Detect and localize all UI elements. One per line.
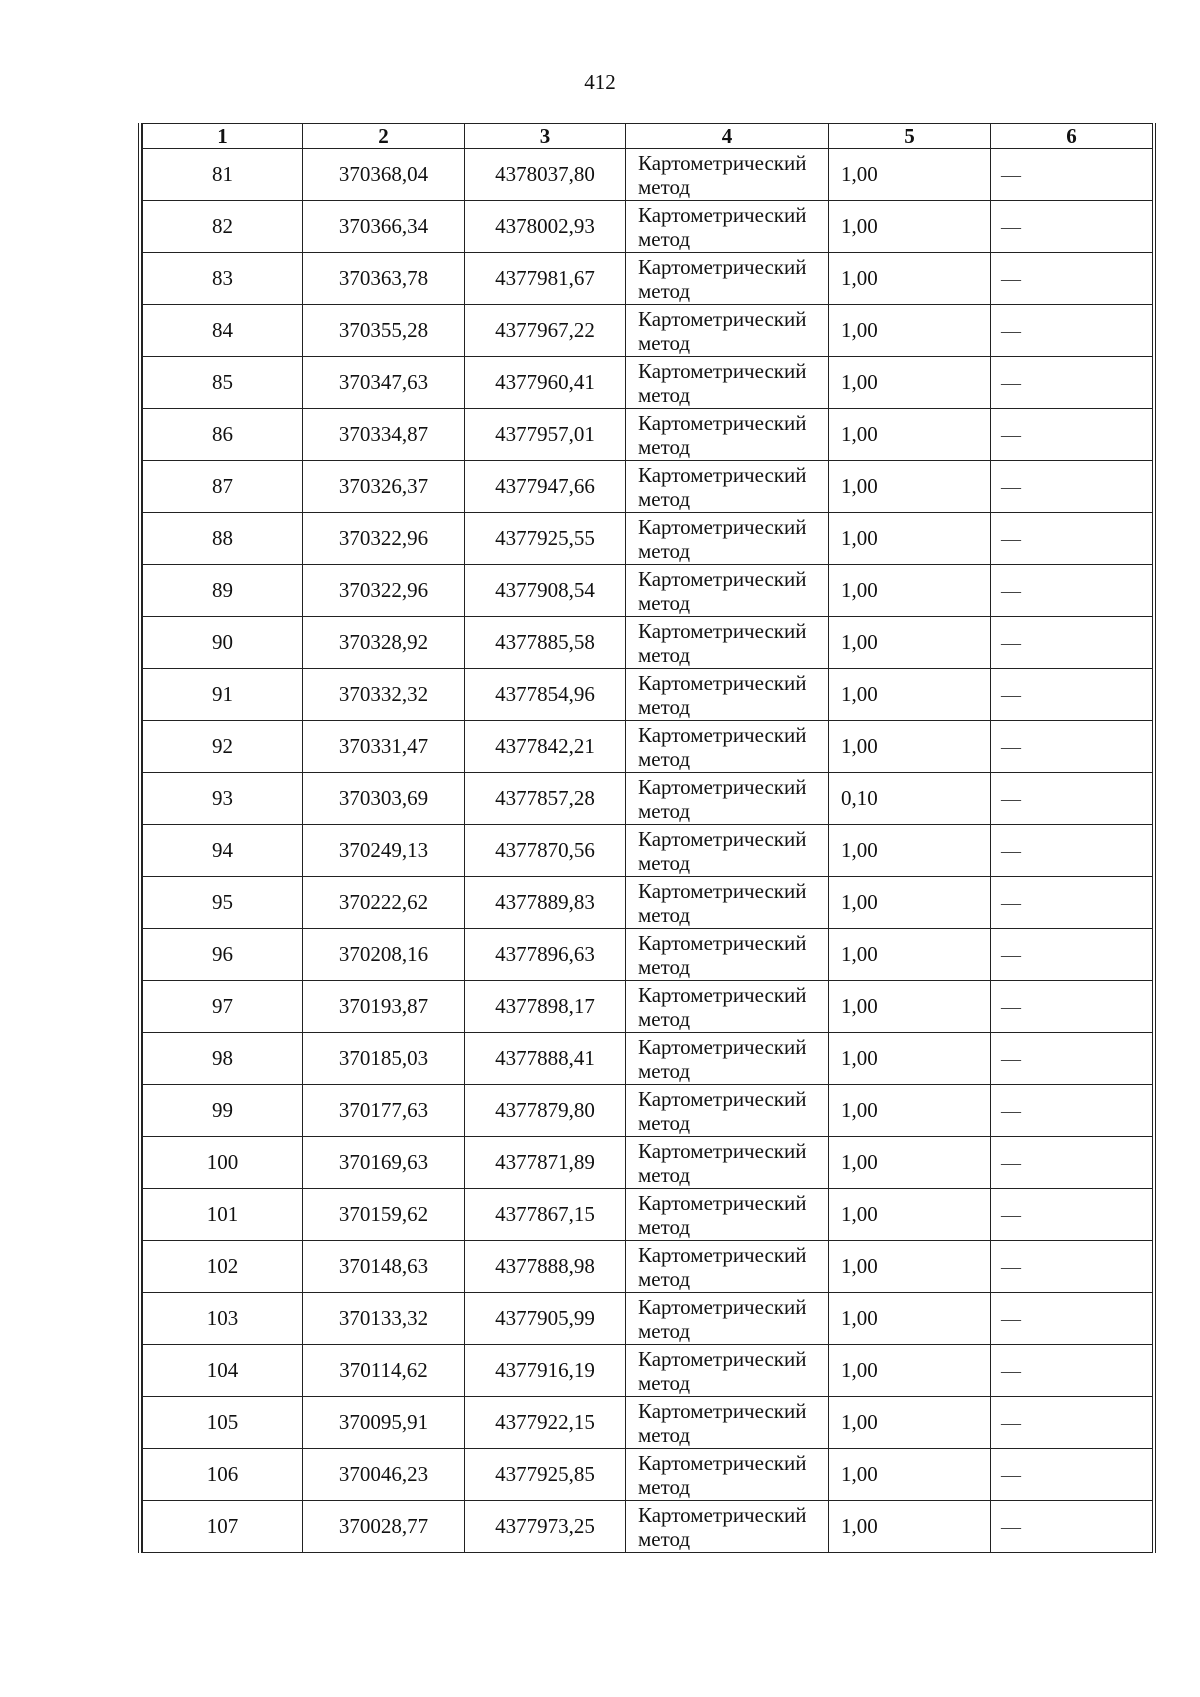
method-line-1: Картометрический [638, 254, 807, 279]
point-number-cell: 86 [143, 409, 303, 461]
y-coordinate-cell: 4377916,19 [465, 1345, 626, 1397]
method-cell [626, 305, 829, 357]
method-line-2: метод [638, 1266, 691, 1291]
point-number-cell: 99 [143, 1085, 303, 1137]
table-row [143, 305, 1153, 357]
table-row [143, 461, 1153, 513]
y-coordinate-cell: 4377879,80 [465, 1085, 626, 1137]
method-cell [626, 1189, 829, 1241]
method-line-1: Картометрический [638, 1242, 807, 1267]
note-cell [991, 1189, 1153, 1241]
method-cell [626, 565, 829, 617]
note-cell [991, 357, 1153, 409]
method-cell [626, 461, 829, 513]
method-line-1: Картометрический [638, 1398, 807, 1423]
accuracy-cell: 0,10 [829, 773, 991, 825]
method-line-2: метод [638, 590, 691, 615]
x-coordinate-cell: 370366,34 [303, 201, 465, 253]
method-cell [626, 721, 829, 773]
note-cell [991, 305, 1153, 357]
method-cell [626, 669, 829, 721]
method-cell [626, 201, 829, 253]
note-cell [991, 721, 1153, 773]
method-cell [626, 825, 829, 877]
x-coordinate-cell: 370095,91 [303, 1397, 465, 1449]
y-coordinate-cell: 4377947,66 [465, 461, 626, 513]
accuracy-cell: 1,00 [829, 253, 991, 305]
x-coordinate-cell: 370303,69 [303, 773, 465, 825]
x-coordinate-cell: 370185,03 [303, 1033, 465, 1085]
note-cell [991, 1137, 1153, 1189]
header-cell-1: 1 [143, 124, 303, 149]
method-cell [626, 981, 829, 1033]
method-line-2: метод [638, 226, 691, 251]
accuracy-cell: 1,00 [829, 1449, 991, 1501]
method-line-1: Картометрический [638, 462, 807, 487]
point-number-cell: 98 [143, 1033, 303, 1085]
point-number-cell: 93 [143, 773, 303, 825]
method-line-1: Картометрический [638, 1034, 807, 1059]
accuracy-cell: 1,00 [829, 1085, 991, 1137]
note-cell [991, 1501, 1153, 1553]
point-number-cell: 85 [143, 357, 303, 409]
method-cell [626, 1397, 829, 1449]
table-row [143, 357, 1153, 409]
table-row [143, 1397, 1153, 1449]
method-line-1: Картометрический [638, 982, 807, 1007]
coordinates-table-wrapper [138, 123, 1156, 1553]
note-cell [991, 617, 1153, 669]
method-line-1: Картометрический [638, 1086, 807, 1111]
x-coordinate-cell: 370368,04 [303, 149, 465, 201]
method-line-1: Картометрический [638, 722, 807, 747]
x-coordinate-cell: 370208,16 [303, 929, 465, 981]
method-line-2: метод [638, 746, 691, 771]
table-row [143, 1241, 1153, 1293]
x-coordinate-cell: 370222,62 [303, 877, 465, 929]
point-number-cell: 100 [143, 1137, 303, 1189]
accuracy-cell: 1,00 [829, 357, 991, 409]
method-line-1: Картометрический [638, 774, 807, 799]
y-coordinate-cell: 4377896,63 [465, 929, 626, 981]
point-number-cell: 88 [143, 513, 303, 565]
note-cell [991, 1449, 1153, 1501]
method-line-2: метод [638, 694, 691, 719]
table-row [143, 721, 1153, 773]
accuracy-cell: 1,00 [829, 461, 991, 513]
y-coordinate-cell: 4377905,99 [465, 1293, 626, 1345]
table-row [143, 1137, 1153, 1189]
point-number-cell: 96 [143, 929, 303, 981]
method-line-2: метод [638, 954, 691, 979]
point-number-cell: 101 [143, 1189, 303, 1241]
x-coordinate-cell: 370326,37 [303, 461, 465, 513]
method-line-2: метод [638, 1110, 691, 1135]
method-cell [626, 877, 829, 929]
table-row [143, 409, 1153, 461]
method-line-1: Картометрический [638, 1346, 807, 1371]
accuracy-cell: 1,00 [829, 1137, 991, 1189]
point-number-cell: 82 [143, 201, 303, 253]
point-number-cell: 102 [143, 1241, 303, 1293]
x-coordinate-cell: 370046,23 [303, 1449, 465, 1501]
method-cell [626, 149, 829, 201]
coordinates-table [142, 123, 1153, 1553]
method-line-1: Картометрический [638, 1450, 807, 1475]
note-dash: — [1001, 1100, 1021, 1123]
x-coordinate-cell: 370355,28 [303, 305, 465, 357]
x-coordinate-cell: 370332,32 [303, 669, 465, 721]
method-cell [626, 409, 829, 461]
note-cell [991, 773, 1153, 825]
x-coordinate-cell: 370169,63 [303, 1137, 465, 1189]
table-row [143, 513, 1153, 565]
note-cell [991, 253, 1153, 305]
note-cell [991, 461, 1153, 513]
y-coordinate-cell: 4377870,56 [465, 825, 626, 877]
point-number-cell: 94 [143, 825, 303, 877]
note-dash: — [1001, 1256, 1021, 1279]
point-number-cell: 90 [143, 617, 303, 669]
note-dash: — [1001, 1360, 1021, 1383]
method-line-2: метод [638, 1422, 691, 1447]
method-line-2: метод [638, 434, 691, 459]
method-line-1: Картометрический [638, 1502, 807, 1527]
note-dash: — [1001, 632, 1021, 655]
y-coordinate-cell: 4377967,22 [465, 305, 626, 357]
note-cell [991, 1397, 1153, 1449]
method-line-2: метод [638, 278, 691, 303]
header-cell-4: 4 [626, 124, 829, 149]
method-line-2: метод [638, 850, 691, 875]
point-number-cell: 106 [143, 1449, 303, 1501]
y-coordinate-cell: 4377867,15 [465, 1189, 626, 1241]
note-dash: — [1001, 1048, 1021, 1071]
accuracy-cell: 1,00 [829, 201, 991, 253]
x-coordinate-cell: 370334,87 [303, 409, 465, 461]
method-line-1: Картометрический [638, 1294, 807, 1319]
y-coordinate-cell: 4377925,85 [465, 1449, 626, 1501]
note-dash: — [1001, 580, 1021, 603]
x-coordinate-cell: 370133,32 [303, 1293, 465, 1345]
x-coordinate-cell: 370331,47 [303, 721, 465, 773]
accuracy-cell: 1,00 [829, 669, 991, 721]
note-dash: — [1001, 372, 1021, 395]
accuracy-cell: 1,00 [829, 825, 991, 877]
note-dash: — [1001, 1464, 1021, 1487]
y-coordinate-cell: 4377957,01 [465, 409, 626, 461]
point-number-cell: 104 [143, 1345, 303, 1397]
accuracy-cell: 1,00 [829, 149, 991, 201]
note-dash: — [1001, 1152, 1021, 1175]
y-coordinate-cell: 4377871,89 [465, 1137, 626, 1189]
point-number-cell: 81 [143, 149, 303, 201]
point-number-cell: 107 [143, 1501, 303, 1553]
note-cell [991, 825, 1153, 877]
note-dash: — [1001, 164, 1021, 187]
y-coordinate-cell: 4377885,58 [465, 617, 626, 669]
point-number-cell: 83 [143, 253, 303, 305]
note-cell [991, 669, 1153, 721]
method-line-2: метод [638, 1058, 691, 1083]
header-cell-5: 5 [829, 124, 991, 149]
table-row [143, 1501, 1153, 1553]
method-line-1: Картометрический [638, 306, 807, 331]
table-row [143, 929, 1153, 981]
note-dash: — [1001, 996, 1021, 1019]
y-coordinate-cell: 4377908,54 [465, 565, 626, 617]
table-row [143, 1293, 1153, 1345]
method-line-2: метод [638, 1214, 691, 1239]
method-line-2: метод [638, 1370, 691, 1395]
method-cell [626, 1501, 829, 1553]
note-dash: — [1001, 840, 1021, 863]
point-number-cell: 105 [143, 1397, 303, 1449]
note-dash: — [1001, 944, 1021, 967]
method-cell [626, 617, 829, 669]
x-coordinate-cell: 370028,77 [303, 1501, 465, 1553]
method-line-1: Картометрический [638, 930, 807, 955]
method-line-2: метод [638, 1162, 691, 1187]
method-cell [626, 513, 829, 565]
accuracy-cell: 1,00 [829, 513, 991, 565]
method-line-2: метод [638, 798, 691, 823]
note-dash: — [1001, 268, 1021, 291]
y-coordinate-cell: 4378037,80 [465, 149, 626, 201]
method-line-1: Картометрический [638, 618, 807, 643]
method-line-2: метод [638, 382, 691, 407]
method-line-2: метод [638, 1526, 691, 1551]
note-dash: — [1001, 1412, 1021, 1435]
header-cell-2: 2 [303, 124, 465, 149]
table-body [143, 149, 1153, 1553]
table-row [143, 565, 1153, 617]
accuracy-cell: 1,00 [829, 617, 991, 669]
y-coordinate-cell: 4377889,83 [465, 877, 626, 929]
method-line-1: Картометрический [638, 670, 807, 695]
point-number-cell: 87 [143, 461, 303, 513]
header-cell-3: 3 [465, 124, 626, 149]
method-line-2: метод [638, 902, 691, 927]
method-cell [626, 929, 829, 981]
method-line-2: метод [638, 486, 691, 511]
method-line-1: Картометрический [638, 878, 807, 903]
note-cell [991, 877, 1153, 929]
note-dash: — [1001, 320, 1021, 343]
table-row [143, 1449, 1153, 1501]
method-line-1: Картометрический [638, 1190, 807, 1215]
y-coordinate-cell: 4377960,41 [465, 357, 626, 409]
note-cell [991, 1085, 1153, 1137]
accuracy-cell: 1,00 [829, 1033, 991, 1085]
y-coordinate-cell: 4377973,25 [465, 1501, 626, 1553]
note-cell [991, 409, 1153, 461]
note-dash: — [1001, 1516, 1021, 1539]
x-coordinate-cell: 370148,63 [303, 1241, 465, 1293]
x-coordinate-cell: 370322,96 [303, 565, 465, 617]
method-line-2: метод [638, 1006, 691, 1031]
point-number-cell: 84 [143, 305, 303, 357]
x-coordinate-cell: 370159,62 [303, 1189, 465, 1241]
point-number-cell: 89 [143, 565, 303, 617]
method-cell [626, 1293, 829, 1345]
y-coordinate-cell: 4377888,98 [465, 1241, 626, 1293]
point-number-cell: 95 [143, 877, 303, 929]
accuracy-cell: 1,00 [829, 1189, 991, 1241]
note-dash: — [1001, 216, 1021, 239]
x-coordinate-cell: 370177,63 [303, 1085, 465, 1137]
table-row [143, 877, 1153, 929]
table-row [143, 669, 1153, 721]
accuracy-cell: 1,00 [829, 565, 991, 617]
x-coordinate-cell: 370322,96 [303, 513, 465, 565]
note-cell [991, 929, 1153, 981]
note-dash: — [1001, 528, 1021, 551]
table-row [143, 773, 1153, 825]
x-coordinate-cell: 370347,63 [303, 357, 465, 409]
method-line-1: Картометрический [638, 358, 807, 383]
method-cell [626, 1345, 829, 1397]
method-cell [626, 1241, 829, 1293]
y-coordinate-cell: 4377981,67 [465, 253, 626, 305]
method-cell [626, 1033, 829, 1085]
accuracy-cell: 1,00 [829, 1397, 991, 1449]
accuracy-cell: 1,00 [829, 929, 991, 981]
x-coordinate-cell: 370114,62 [303, 1345, 465, 1397]
note-dash: — [1001, 1204, 1021, 1227]
note-dash: — [1001, 476, 1021, 499]
note-cell [991, 1345, 1153, 1397]
table-row [143, 201, 1153, 253]
header-row [143, 124, 1153, 149]
method-line-1: Картометрический [638, 566, 807, 591]
point-number-cell: 91 [143, 669, 303, 721]
y-coordinate-cell: 4377925,55 [465, 513, 626, 565]
table-row [143, 253, 1153, 305]
method-cell [626, 253, 829, 305]
y-coordinate-cell: 4377898,17 [465, 981, 626, 1033]
x-coordinate-cell: 370363,78 [303, 253, 465, 305]
y-coordinate-cell: 4377854,96 [465, 669, 626, 721]
table-row [143, 149, 1153, 201]
note-dash: — [1001, 424, 1021, 447]
table-row [143, 617, 1153, 669]
x-coordinate-cell: 370193,87 [303, 981, 465, 1033]
method-line-1: Картометрический [638, 514, 807, 539]
note-cell [991, 201, 1153, 253]
note-cell [991, 565, 1153, 617]
y-coordinate-cell: 4377888,41 [465, 1033, 626, 1085]
page-number: 412 [584, 70, 616, 94]
method-cell [626, 1085, 829, 1137]
accuracy-cell: 1,00 [829, 1293, 991, 1345]
method-line-2: метод [638, 642, 691, 667]
table-row [143, 1033, 1153, 1085]
table-row [143, 825, 1153, 877]
method-cell [626, 1137, 829, 1189]
x-coordinate-cell: 370328,92 [303, 617, 465, 669]
header-cell-6: 6 [991, 124, 1153, 149]
note-cell [991, 981, 1153, 1033]
note-dash: — [1001, 736, 1021, 759]
method-line-1: Картометрический [638, 826, 807, 851]
table-row [143, 1189, 1153, 1241]
y-coordinate-cell: 4378002,93 [465, 201, 626, 253]
accuracy-cell: 1,00 [829, 721, 991, 773]
note-dash: — [1001, 684, 1021, 707]
accuracy-cell: 1,00 [829, 409, 991, 461]
table-row [143, 1345, 1153, 1397]
method-line-1: Картометрический [638, 1138, 807, 1163]
table-row [143, 981, 1153, 1033]
method-line-2: метод [638, 1474, 691, 1499]
x-coordinate-cell: 370249,13 [303, 825, 465, 877]
note-cell [991, 1241, 1153, 1293]
method-cell [626, 357, 829, 409]
accuracy-cell: 1,00 [829, 1241, 991, 1293]
note-cell [991, 1293, 1153, 1345]
method-line-2: метод [638, 330, 691, 355]
accuracy-cell: 1,00 [829, 305, 991, 357]
note-dash: — [1001, 892, 1021, 915]
note-cell [991, 1033, 1153, 1085]
method-cell [626, 773, 829, 825]
method-line-1: Картометрический [638, 150, 807, 175]
table-row [143, 1085, 1153, 1137]
method-cell [626, 1449, 829, 1501]
accuracy-cell: 1,00 [829, 877, 991, 929]
note-cell [991, 149, 1153, 201]
y-coordinate-cell: 4377857,28 [465, 773, 626, 825]
method-line-1: Картометрический [638, 410, 807, 435]
point-number-cell: 92 [143, 721, 303, 773]
method-line-2: метод [638, 1318, 691, 1343]
note-dash: — [1001, 1308, 1021, 1331]
note-dash: — [1001, 788, 1021, 811]
y-coordinate-cell: 4377922,15 [465, 1397, 626, 1449]
point-number-cell: 97 [143, 981, 303, 1033]
method-line-2: метод [638, 538, 691, 563]
y-coordinate-cell: 4377842,21 [465, 721, 626, 773]
method-line-2: метод [638, 174, 691, 199]
accuracy-cell: 1,00 [829, 1501, 991, 1553]
note-cell [991, 513, 1153, 565]
method-line-1: Картометрический [638, 202, 807, 227]
accuracy-cell: 1,00 [829, 981, 991, 1033]
point-number-cell: 103 [143, 1293, 303, 1345]
accuracy-cell: 1,00 [829, 1345, 991, 1397]
